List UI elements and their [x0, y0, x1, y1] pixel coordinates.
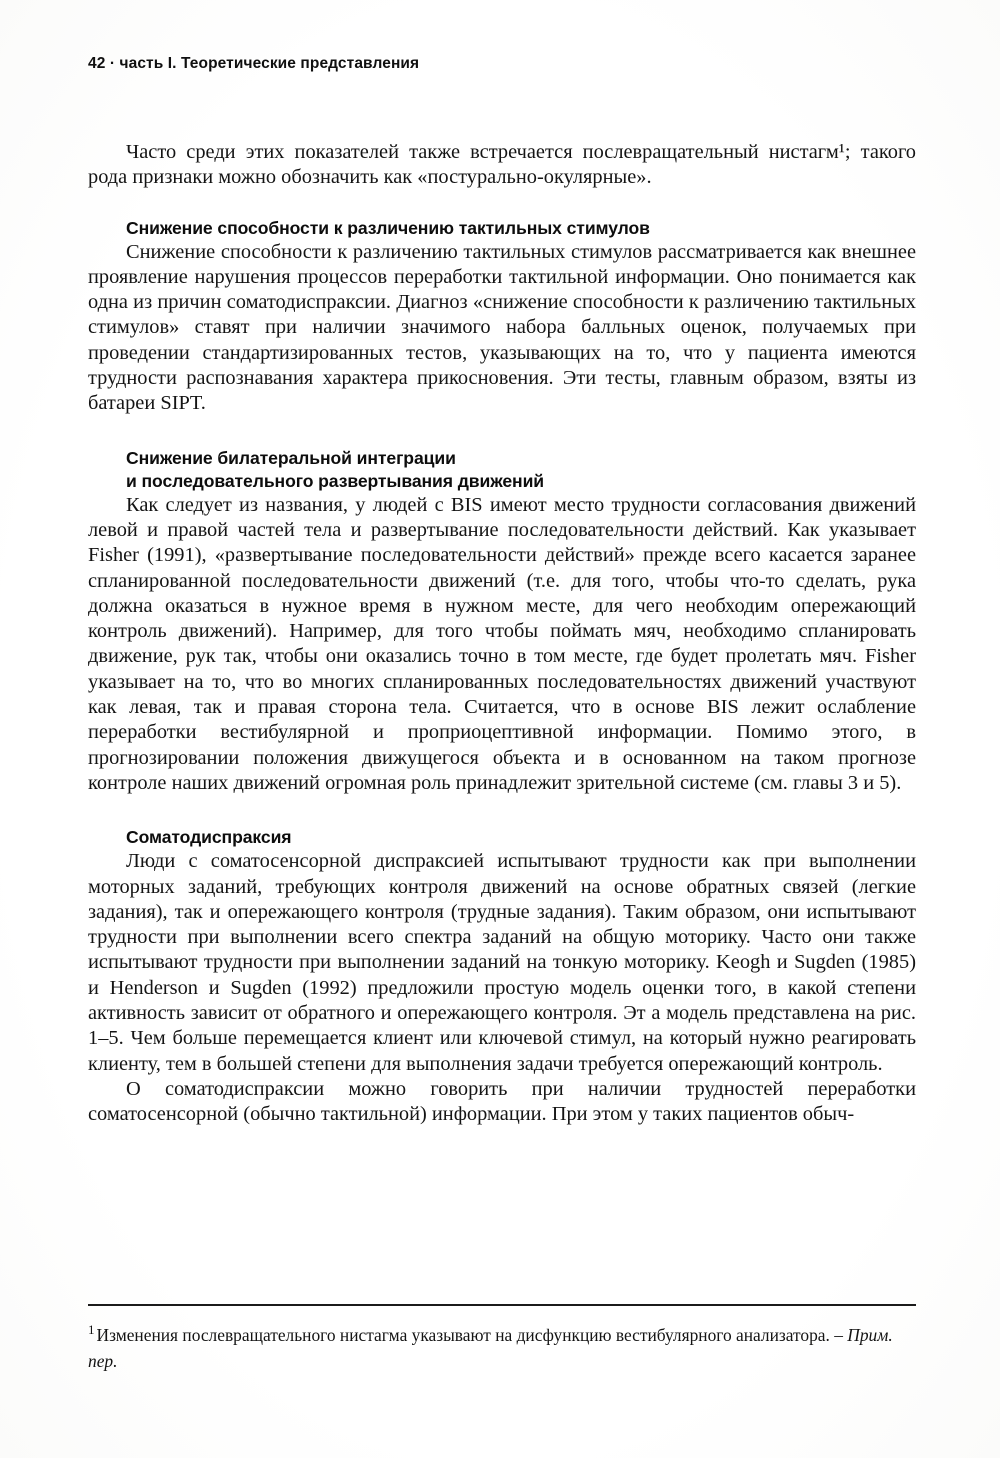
heading-somatodyspraxia: Соматодиспраксия [126, 827, 292, 848]
footnote-attribution: Прим. пер. [88, 1325, 893, 1371]
heading-bilateral-integration-line2: и последовательного развертывания движений [126, 470, 545, 491]
heading-bilateral-integration [88, 447, 916, 493]
heading-bilateral-integration-line1: Снижение билатеральной интеграции [126, 447, 456, 468]
paragraph-tactile-discrimination: Снижение способности к различению тактильных стимулов рассматривается как внешнее проявление нарушения процессов переработки тактильной информации. Оно понимается как одна из причин соматодиспраксии. Диагноз «снижение способности к различению тактильных стимулов» ставят при наличии значимого набора балльных оценок, получаемых при проведении стандартизированных тестов, указывающих на то, что у пациента имеются трудности распознавания характера прикосновения. Эти тесты, главным образом, взяты из батареи SIPT. [88, 240, 916, 415]
footnote-marker: 1 [88, 1322, 95, 1338]
paragraph-somatodyspraxia-2: О соматодиспраксии можно говорить при наличии трудностей переработки соматосенсорной (обычно тактильной) информации. При этом у таких пациентов обыч- [88, 1077, 916, 1126]
spacer [88, 796, 916, 826]
page-content [88, 140, 916, 1128]
paragraph-bilateral-integration: Как следует из названия, у людей с BIS имеют место трудности согласования движений левой и правой частей тела и развертывание последовательности действий. Как указывает Fisher (1991), «развертывание последовательности действий» прежде всего касается заранее спланированной последовательности движений (т.е. для того, чтобы что-то сделать, рука должна оказаться в нужное время в нужном месте, для чего необходим опережающий контроль движений). Например, для того чтобы поймать мяч, необходимо спланировать движение, рук так, чтобы они оказались точно в том месте, где будет пролетать мяч. Fisher указывает на то, что во многих спланированных последовательностях движений участвуют как левая, так и правая сторона тела. Считается, что в основе BIS лежит ослабление переработки вестибулярной и проприоцептивной информации. Помимо этого, в прогнозировании положения движущегося объекта и в основанном на таком прогнозе контроле наших движений огромная роль принадлежит зрительной системе (см. главы 3 и 5). [88, 493, 916, 794]
footnote [88, 1322, 916, 1374]
footnote-area [88, 1304, 916, 1374]
paragraph-nystagmus: Часто среди этих показателей также встречается послевращательный нистагм¹; такого рода признаки можно обозначить как «постурально-окулярные». [88, 141, 916, 189]
heading-tactile-discrimination: Снижение способности к различению тактильных стимулов [126, 217, 650, 238]
footnote-divider [88, 1304, 916, 1306]
spacer [88, 417, 916, 447]
spacer [88, 191, 916, 217]
running-header: 42 · часть I. Теоретические представления [88, 55, 420, 72]
footnote-text: Изменения послевращательного нистагма указывают на дисфункцию вестибулярного анализатора. – [96, 1325, 848, 1345]
paragraph-somatodyspraxia-1: Люди с соматосенсорной диспраксией испытывают трудности как при выполнении моторных заданий, требующих контроля движений на основе обратных связей (легкие задания), так и опережающего контроля (трудные задания). Таким образом, они испытывают трудности при выполнении всего спектра заданий на общую моторику. Часто они также испытывают трудности при выполнении заданий на тонкую моторику. Keogh и Sugden (1985) и Henderson и Sugden (1992) предложили простую модель оценки того, в какой степени активность зависит от обратного и опережающего контроля. Эт а модель представлена на рис. 1–5. Чем больше перемещается клиент или ключевой стимул, на который нужно реагировать клиенту, тем в большей степени для выполнения задачи требуется опережающий контроль. [88, 850, 916, 1075]
